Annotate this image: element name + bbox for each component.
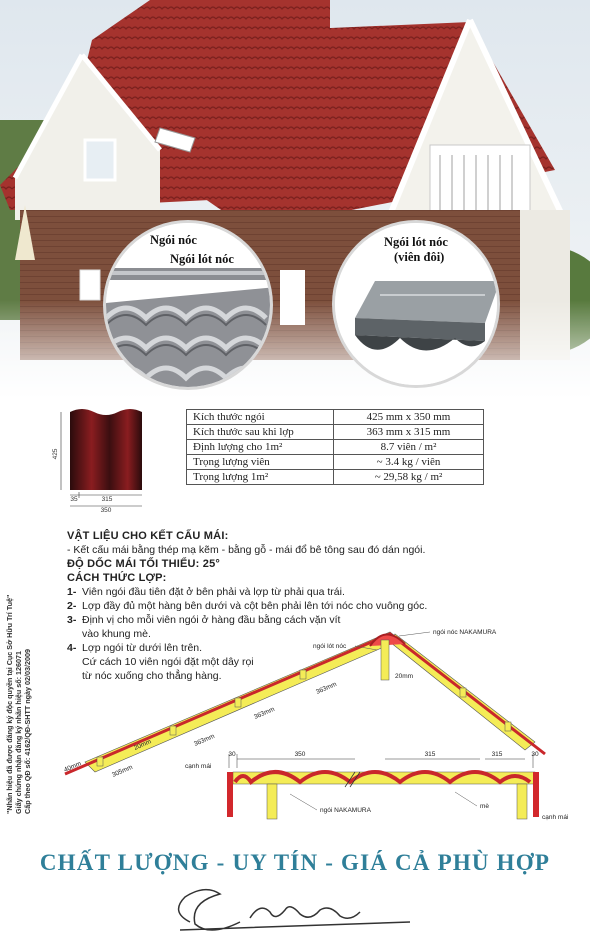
step-text: Định vị cho mỗi viên ngói ở hàng đầu bằng cách vặn vít — [82, 614, 341, 626]
dim-40: 40mm — [63, 760, 83, 774]
spec-value: ~ 3.4 kg / viên — [334, 455, 484, 470]
dim-20-a: 20mm — [133, 738, 153, 752]
spec-label: Kích thước ngói — [187, 410, 334, 425]
dim-363-a: 363mm — [315, 680, 338, 696]
house-photo — [0, 0, 590, 400]
slogan: CHẤT LƯỢNG - UY TÍN - GIÁ CẢ PHÙ HỢP — [39, 850, 551, 875]
method-heading: CÁCH THỨC LỢP: — [67, 572, 167, 584]
spec-value: ~ 29,58 kg / m² — [334, 470, 484, 485]
tile-overlap-dim: 35 — [70, 496, 78, 503]
spec-label: Định lượng cho 1m² — [187, 440, 334, 455]
label-ridge-tile: ngói nóc NAKAMURA — [433, 629, 497, 636]
callout-ridge-underlay-label: Ngói lót nóc — [170, 252, 234, 266]
label-ridge-underlay: ngói lót nóc — [313, 643, 347, 650]
spec-row — [187, 470, 484, 485]
sect-315-a: 315 — [424, 751, 436, 758]
step-text: Cứ cách 10 viên ngói đặt một dây rọi — [82, 656, 254, 668]
label-edge-left: cạnh mái — [185, 763, 212, 770]
step-number: 1- — [67, 586, 77, 598]
step-text: Lợp đầy đủ một hàng bên dưới và cột bên phải lên tới nóc cho vuông góc. — [82, 600, 428, 612]
spec-label: Kích thước sau khi lợp — [187, 425, 334, 440]
spec-row — [187, 440, 484, 455]
step-number: 4- — [67, 642, 77, 654]
dim-363-c: 363mm — [193, 732, 216, 748]
spec-label: Trọng lượng 1m² — [187, 470, 334, 485]
slope-heading: ĐỘ DỐC MÁI TỐI THIỂU: 25° — [67, 558, 221, 570]
material-text: - Kết cấu mái bằng thép mạ kẽm - bằng gỗ - mái đổ bê tông sau đó dán ngói. — [67, 544, 426, 556]
callout-ridge-tile-label: Ngói nóc — [150, 233, 197, 247]
material-heading: VẬT LIỆU CHO KẾT CẤU MÁI: — [67, 530, 229, 542]
spec-label: Trọng lượng viên — [187, 455, 334, 470]
tile-inner-dim: 315 — [101, 496, 113, 503]
callout-double-underlay-label: Ngói lót nóc — [384, 235, 448, 249]
trademark-line: "Nhãn hiệu đã được đăng ký độc quyền tại Cục Sở Hữu Trí Tuệ" — [5, 594, 14, 814]
step-text: Viên ngói đầu tiên đặt ở bên phải và lợp từ phải qua trái. — [82, 586, 345, 598]
installation-diagram — [55, 622, 590, 827]
sect-30-left: 30 — [228, 751, 236, 758]
spec-value: 363 mm x 315 mm — [334, 425, 484, 440]
house-illustration — [0, 0, 590, 400]
spec-row — [187, 425, 484, 440]
trademark-line: Giấy chứng nhận đăng ký nhãn hiệu số: 126071 — [14, 651, 23, 814]
step-text: vào khung mè. — [82, 628, 151, 640]
spec-row — [187, 455, 484, 470]
spec-value: 8.7 viên / m² — [334, 440, 484, 455]
spec-value: 425 mm x 350 mm — [334, 410, 484, 425]
tile-height-dim: 425 — [52, 448, 59, 460]
step-text: Lợp ngói từ dưới lên trên. — [82, 642, 203, 654]
dim-20-b: 20mm — [395, 673, 414, 680]
label-nakamura-tile: ngói NAKAMURA — [320, 807, 371, 814]
label-batten: mè — [480, 803, 490, 810]
label-edge-right: cạnh mái — [542, 814, 569, 821]
callout-double-underlay-sub: (viên đôi) — [394, 250, 445, 264]
sect-350: 350 — [294, 751, 306, 758]
sect-315-b: 315 — [491, 751, 503, 758]
sect-30-right: 30 — [531, 751, 539, 758]
tile-dimension-drawing — [52, 402, 162, 514]
step-text: từ nóc xuống cho thẳng hàng. — [82, 670, 222, 682]
step-number: 2- — [67, 600, 77, 612]
step-number: 3- — [67, 614, 77, 626]
spec-table — [186, 409, 484, 485]
dim-363-b: 363mm — [253, 705, 276, 721]
dim-305: 305mm — [111, 763, 134, 779]
signature-graphic — [150, 882, 420, 942]
tile-width-dim: 350 — [100, 507, 112, 514]
spec-row — [187, 410, 484, 425]
trademark-line: Cấp theo QĐ số: 4162/QĐ-SHTT ngày 02/03/2009 — [23, 649, 32, 814]
